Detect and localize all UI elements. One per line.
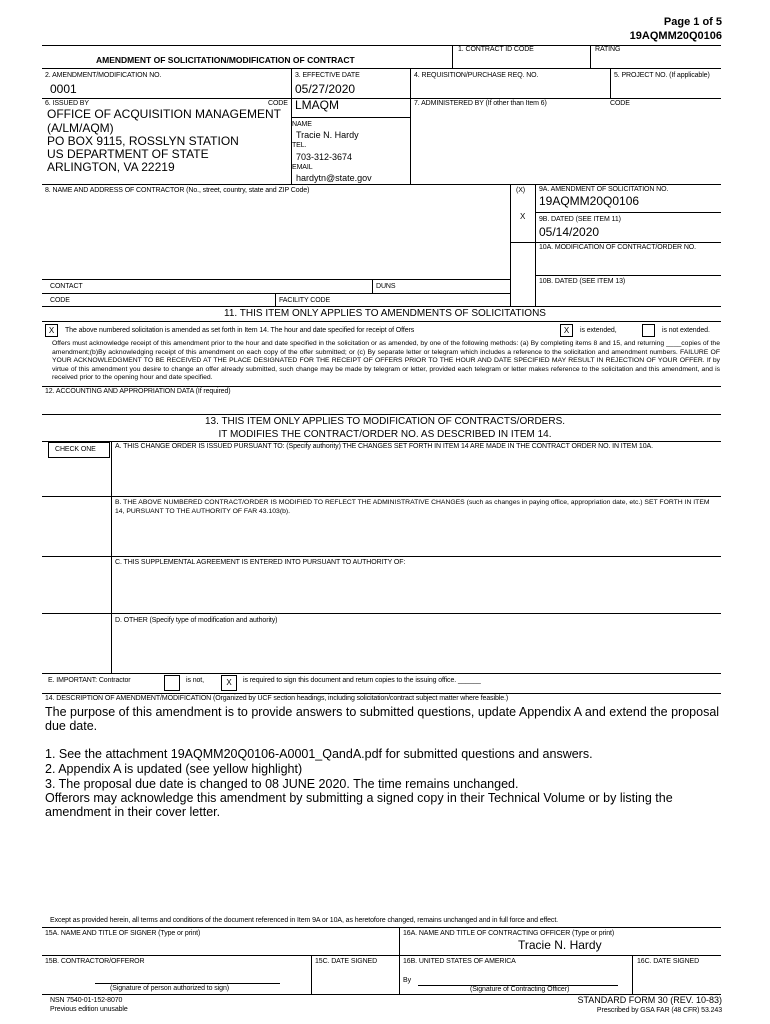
item-13-c: C. THIS SUPPLEMENTAL AGREEMENT IS ENTERED INTO PURSUANT TO AUTHORITY OF: [115, 559, 406, 566]
is-not-label: is not, [186, 677, 204, 684]
rule [42, 673, 721, 674]
amendment-no-value: 0001 [50, 82, 77, 96]
extended-label: is extended, [580, 327, 617, 334]
amendment-no-label: 2. AMENDMENT/MODIFICATION NO. [45, 72, 162, 79]
not-extended-label: is not extended. [662, 327, 710, 334]
by-label: By [403, 977, 411, 984]
is-not-checkbox[interactable] [164, 675, 180, 691]
is-required-checkbox[interactable]: X [221, 675, 237, 691]
item-11-check-solicitation[interactable]: X [45, 324, 58, 337]
dated-9b-label: 9B. DATED (SEE ITEM 11) [539, 216, 621, 223]
officer-date-label: 16C. DATE SIGNED [637, 958, 700, 965]
requisition-label: 4. REQUISITION/PURCHASE REQ. NO. [414, 72, 539, 79]
x-column-label: (X) [516, 187, 526, 194]
rule [42, 414, 721, 415]
description-line-1: 1. See the attachment 19AQMM20Q0106-A0001_QandA.pdf for submitted questions and answers. [45, 747, 593, 761]
rule [42, 68, 721, 69]
issued-by-code-value: LMAQM [295, 98, 340, 112]
nsn-label: NSN 7540-01-152-8070 [50, 997, 123, 1004]
rule [510, 184, 511, 306]
rule [610, 68, 611, 98]
facility-code-label: FACILITY CODE [279, 297, 331, 304]
form-title: AMENDMENT OF SOLICITATION/MODIFICATION OF CONTRACT [96, 55, 355, 65]
rule [42, 98, 721, 99]
dated-9b-value: 05/14/2020 [539, 225, 600, 239]
issued-by-code-label: CODE [268, 100, 288, 107]
amendment-9a-label: 9A. AMENDMENT OF SOLICITATION NO. [539, 186, 669, 193]
rule [42, 306, 721, 307]
is-required-label: is required to sign this document and return copies to the issuing office. ______ [243, 677, 481, 684]
rating-label: RATING [595, 46, 621, 53]
rule [275, 293, 276, 306]
item-13-title-1: 13. THIS ITEM ONLY APPLIES TO MODIFICATION OF CONTRACTS/ORDERS. [204, 416, 566, 427]
administered-code-label: CODE [610, 100, 630, 107]
description-line-3: 3. The proposal due date is changed to 08 JUNE 2020. The time remains unchanged. [45, 777, 519, 791]
dated-10b-label: 10B. DATED (SEE ITEM 13) [539, 278, 626, 285]
item-13-b: B. THE ABOVE NUMBERED CONTRACT/ORDER IS MODIFIED TO REFLECT THE ADMINISTRATIVE CHANGES (such as changes in paying office, appropriation date, etc.) SET FORTH IN ITEM 14, PURSUANT TO THE AUTHORITY OF FAR 43.103(b). [115, 499, 710, 515]
item-11-statement: The above numbered solicitation is amended as set forth in Item 14. The hour and date specified for receipt of Offers [65, 327, 415, 334]
rule [291, 117, 410, 118]
amendment-9a-check: X [520, 212, 526, 221]
rule [535, 275, 721, 276]
description-line-4: Offerors may acknowledge this amendment by submitting a signed copy in their Technical Volume or by listing the amendment in their cover letter. [45, 791, 673, 819]
description-paragraph-1: The purpose of this amendment is to provide answers to submitted questions, update Appendix A and extend the proposal due date. [45, 705, 720, 733]
contractor-signature-caption: (Signature of person authorized to sign) [110, 985, 229, 992]
duns-label: DUNS [376, 283, 396, 290]
tel-value: 703-312-3674 [296, 152, 353, 162]
rule [535, 184, 536, 306]
rule [311, 955, 312, 994]
rule [510, 242, 721, 243]
rule [42, 386, 721, 387]
rule [42, 496, 721, 497]
item-11-check-extended[interactable]: X [560, 324, 573, 337]
issued-by-line-1: OFFICE OF ACQUISITION MANAGEMENT [47, 107, 282, 121]
contractor-date-label: 15C. DATE SIGNED [315, 958, 378, 965]
rule [42, 441, 721, 442]
rule [372, 279, 373, 293]
officer-signature-caption: (Signature of Contracting Officer) [470, 986, 570, 993]
issued-by-line-3: PO BOX 9115, ROSSLYN STATION [47, 134, 239, 148]
rule [590, 45, 591, 68]
contractor-signature-line [95, 983, 280, 984]
previous-edition-label: Previous edition unusable [50, 1006, 128, 1013]
modification-10a-label: 10A. MODIFICATION OF CONTRACT/ORDER NO. [539, 244, 696, 251]
rule [42, 613, 721, 614]
rule [42, 293, 510, 294]
item-13-d: D. OTHER (Specify type of modification and authority) [115, 617, 278, 624]
item-11-check-not-extended[interactable] [642, 324, 655, 337]
issued-by-line-2: (A/LM/AQM) [47, 121, 114, 135]
rule [410, 68, 411, 98]
rule [632, 955, 633, 994]
contract-id-code-label: 1. CONTRACT ID CODE [458, 46, 534, 53]
rule [42, 321, 721, 322]
item-11-paragraph: Offers must acknowledge receipt of this amendment prior to the hour and date specified in the solicitation or as amended, by one of the following methods: (a) By completing items 8 and 15, and returning ____copies of the amendment;(b)By acknowledging receipt of this amendment on each copy of the offer submitted; or (c) By separate letter or telegram which includes a reference to the solicitation and amendment numbers. FAILURE OF YOUR ACKNOWLEDGMENT TO BE RECEIVED AT THE PLACE DESIGNATED FOR THE RECEIPT OF OFFERS PRIOR TO THE HOUR AND DATE SPECIFIED MAY RESULT IN REJECTION OF YOUR OFFER. If by virtue of this amendment you desire to change an offer already submitted, such change may be made by telegram or letter, provided each telegram or letter makes reference to the solicitation and this amendment, and is received prior to the opening hour and date specified. [52, 340, 720, 381]
rule [42, 184, 721, 185]
project-no-label: 5. PROJECT NO. (If applicable) [614, 72, 710, 79]
rule [42, 556, 721, 557]
email-label: EMAIL [292, 164, 313, 171]
important-label: E. IMPORTANT: Contractor [48, 677, 131, 684]
effective-date-value: 05/27/2020 [295, 82, 356, 96]
except-statement: Except as provided herein, all terms and conditions of the document referenced in Item 9A or 10A, as heretofore changed, remains unchanged and in full force and effect. [50, 917, 559, 924]
page-number: Page 1 of 5 [663, 16, 722, 28]
officer-name-value: Tracie N. Hardy [518, 938, 602, 952]
email-value: hardytn@state.gov [296, 173, 372, 183]
tel-label: TEL. [292, 142, 307, 149]
issued-by-line-4: US DEPARTMENT OF STATE [47, 147, 209, 161]
rule [452, 45, 453, 68]
contractor-offeror-label: 15B. CONTRACTOR/OFFEROR [45, 958, 145, 965]
item-11-title: 11. THIS ITEM ONLY APPLIES TO AMENDMENTS OF SOLICITATIONS [224, 308, 546, 319]
usa-label: 16B. UNITED STATES OF AMERICA [403, 958, 516, 965]
item-13-title-2: IT MODIFIES THE CONTRACT/ORDER NO. AS DESCRIBED IN ITEM 14. [218, 429, 552, 440]
header-solicitation-number: 19AQMM20Q0106 [629, 30, 722, 42]
rule [535, 212, 721, 213]
name-label: NAME [292, 121, 312, 128]
issued-by-label: 6. ISSUED BY [45, 100, 89, 107]
issued-by-line-5: ARLINGTON, VA 22219 [47, 160, 175, 174]
rule [42, 693, 721, 694]
effective-date-label: 3. EFFECTIVE DATE [295, 72, 360, 79]
prescribed-label: Prescribed by GSA FAR (48 CFR) 53.243 [596, 1007, 722, 1014]
check-one-label: CHECK ONE [55, 446, 96, 453]
amendment-9a-value: 19AQMM20Q0106 [539, 194, 640, 208]
standard-form-label: STANDARD FORM 30 (REV. 10-83) [577, 995, 722, 1005]
signer-name-label: 15A. NAME AND TITLE OF SIGNER (Type or print) [45, 930, 201, 937]
description-label: 14. DESCRIPTION OF AMENDMENT/MODIFICATION (Organized by UCF section headings, including solicitation/contract subject matter where feasible.) [45, 695, 509, 702]
contractor-address-label: 8. NAME AND ADDRESS OF CONTRACTOR (No., street, country, state and ZIP Code) [45, 187, 310, 194]
rule [42, 927, 721, 928]
administered-by-label: 7. ADMINISTERED BY (If other than Item 6) [414, 100, 547, 107]
rule [410, 98, 411, 184]
name-value: Tracie N. Hardy [296, 130, 359, 140]
rule [291, 68, 292, 98]
rule [42, 279, 510, 280]
item-13-a: A. THIS CHANGE ORDER IS ISSUED PURSUANT TO: (Specify authority) THE CHANGES SET FORTH IN ITEM 14 ARE MADE IN THE CONTRACT ORDER NO. IN ITEM 10A. [115, 443, 653, 450]
code-label: CODE [50, 297, 70, 304]
contact-label: CONTACT [50, 283, 83, 290]
description-line-2: 2. Appendix A is updated (see yellow highlight) [45, 762, 303, 776]
rule [399, 927, 400, 994]
rule [42, 955, 721, 956]
rule [111, 441, 112, 673]
officer-name-label: 16A. NAME AND TITLE OF CONTRACTING OFFICER (Type or print) [403, 930, 615, 937]
accounting-label: 12. ACCOUNTING AND APPROPRIATION DATA (If required) [45, 388, 231, 395]
